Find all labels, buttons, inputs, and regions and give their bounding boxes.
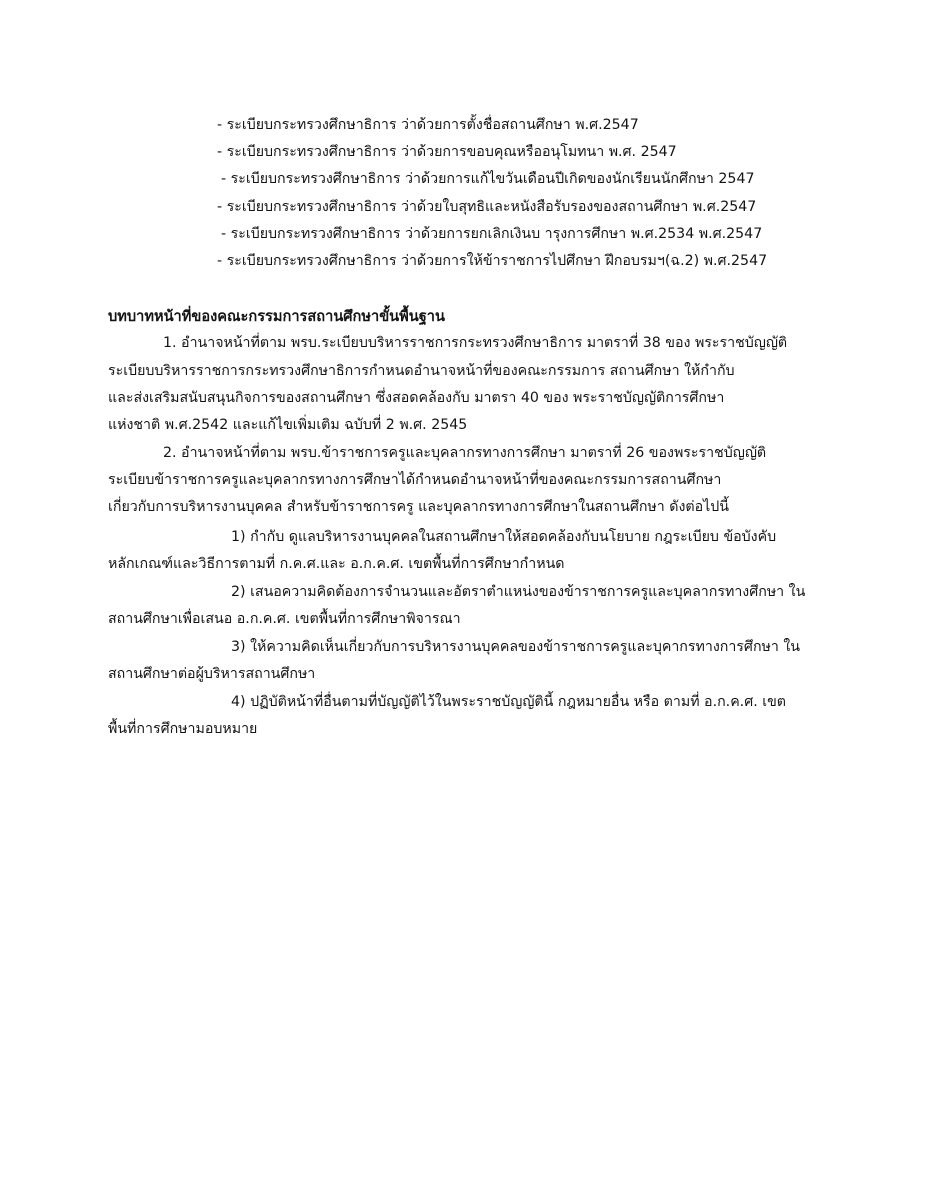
regulation-item: - ระเบียบกระทรวงศึกษาธิการ ว่าด้วยใบสุทธิและหนังสือรับรองของสถานศึกษา พ.ศ.2547 bbox=[217, 199, 757, 215]
sub-item-first-line: 3) ให้ความคิดเห็นเกี่ยวกับการบริหารงานบุคคลของข้าราชการครูและบุคากรทางการศึกษา ใน bbox=[231, 639, 800, 655]
sub-item-continuation: สถานศึกษาเพื่อเสนอ อ.ก.ค.ศ. เขตพื้นที่การศึกษาพิจารณา bbox=[108, 611, 461, 627]
sub-item-continuation: สถานศึกษาต่อผู้บริหารสถานศึกษา bbox=[108, 666, 316, 682]
paragraph-line: ระเบียบบริหารราชการกระทรวงศึกษาธิการกำหนดอำนาจหน้าที่ของคณะกรรมการ สถานศึกษา ให้กำกับ bbox=[108, 363, 735, 379]
regulation-item: - ระเบียบกระทรวงศึกษาธิการ ว่าด้วยการตั้งชื่อสถานศึกษา พ.ศ.2547 bbox=[217, 117, 639, 133]
paragraph-line: และส่งเสริมสนับสนุนกิจการของสถานศึกษา ซึ่งสอดคล้องกับ มาตรา 40 ของ พระราชบัญญัติการศึกษา bbox=[108, 390, 725, 406]
regulation-item: - ระเบียบกระทรวงศึกษาธิการ ว่าด้วยการแก้ไขวันเดือนปีเกิดของนักเรียนนักศึกษา 2547 bbox=[221, 171, 755, 187]
paragraph-line: 1. อำนาจหน้าที่ตาม พรบ.ระเบียบบริหารราชการกระทรวงศึกษาธิการ มาตราที่ 38 ของ พระราชบัญญัติ bbox=[163, 335, 788, 351]
sub-item-first-line: 1) กำกับ ดูแลบริหารงานบุคคลในสถานศึกษาให้สอดคล้องกับนโยบาย กฎระเบียบ ข้อบังคับ bbox=[231, 529, 777, 545]
paragraph-line: ระเบียบข้าราชการครูและบุคลากรทางการศึกษาได้กำหนดอำนาจหน้าที่ของคณะกรรมการสถานศึกษา bbox=[108, 472, 722, 488]
paragraph-line: แห่งชาติ พ.ศ.2542 และแก้ไขเพิ่มเติม ฉบับที่ 2 พ.ศ. 2545 bbox=[108, 417, 468, 433]
regulation-item: - ระเบียบกระทรวงศึกษาธิการ ว่าด้วยการยกเลิกเงินบ ารุงการศึกษา พ.ศ.2534 พ.ศ.2547 bbox=[221, 226, 763, 242]
section-heading: บทบาทหน้าที่ของคณะกรรมการสถานศึกษาขั้นพื้นฐาน bbox=[108, 308, 445, 325]
sub-item-continuation: พื้นที่การศึกษามอบหมาย bbox=[108, 721, 258, 737]
paragraph-line: 2. อำนาจหน้าที่ตาม พรบ.ข้าราชการครูและบุคลากรทางการศึกษา มาตราที่ 26 ของพระราชบัญญัติ bbox=[163, 445, 767, 461]
sub-item-first-line: 4) ปฏิบัติหน้าที่อื่นตามที่บัญญัติไว้ในพระราชบัญญัตินี้ กฎหมายอื่น หรือ ตามที่ อ.ก.ค.ศ. เขต bbox=[231, 694, 786, 710]
sub-item-continuation: หลักเกณฑ์และวิธีการตามที่ ก.ค.ศ.และ อ.ก.ค.ศ. เขตพื้นที่การศึกษากำหนด bbox=[108, 556, 565, 572]
sub-item-first-line: 2) เสนอความคิดต้องการจำนวนและอัตราตำแหน่งของข้าราชการครูและบุคลากรทางศึกษา ใน bbox=[231, 584, 806, 600]
paragraph-line: เกี่ยวกับการบริหารงานบุคคล สำหรับข้าราชการครู และบุคลากรทางการศึกษาในสถานศึกษา ดังต่อไปนี้ bbox=[108, 499, 729, 515]
regulation-item: - ระเบียบกระทรวงศึกษาธิการ ว่าด้วยการให้ข้าราชการไปศึกษา ฝึกอบรมฯ(ฉ.2) พ.ศ.2547 bbox=[217, 253, 768, 269]
regulation-item: - ระเบียบกระทรวงศึกษาธิการ ว่าด้วยการขอบคุณหรืออนุโมทนา พ.ศ. 2547 bbox=[217, 144, 677, 160]
